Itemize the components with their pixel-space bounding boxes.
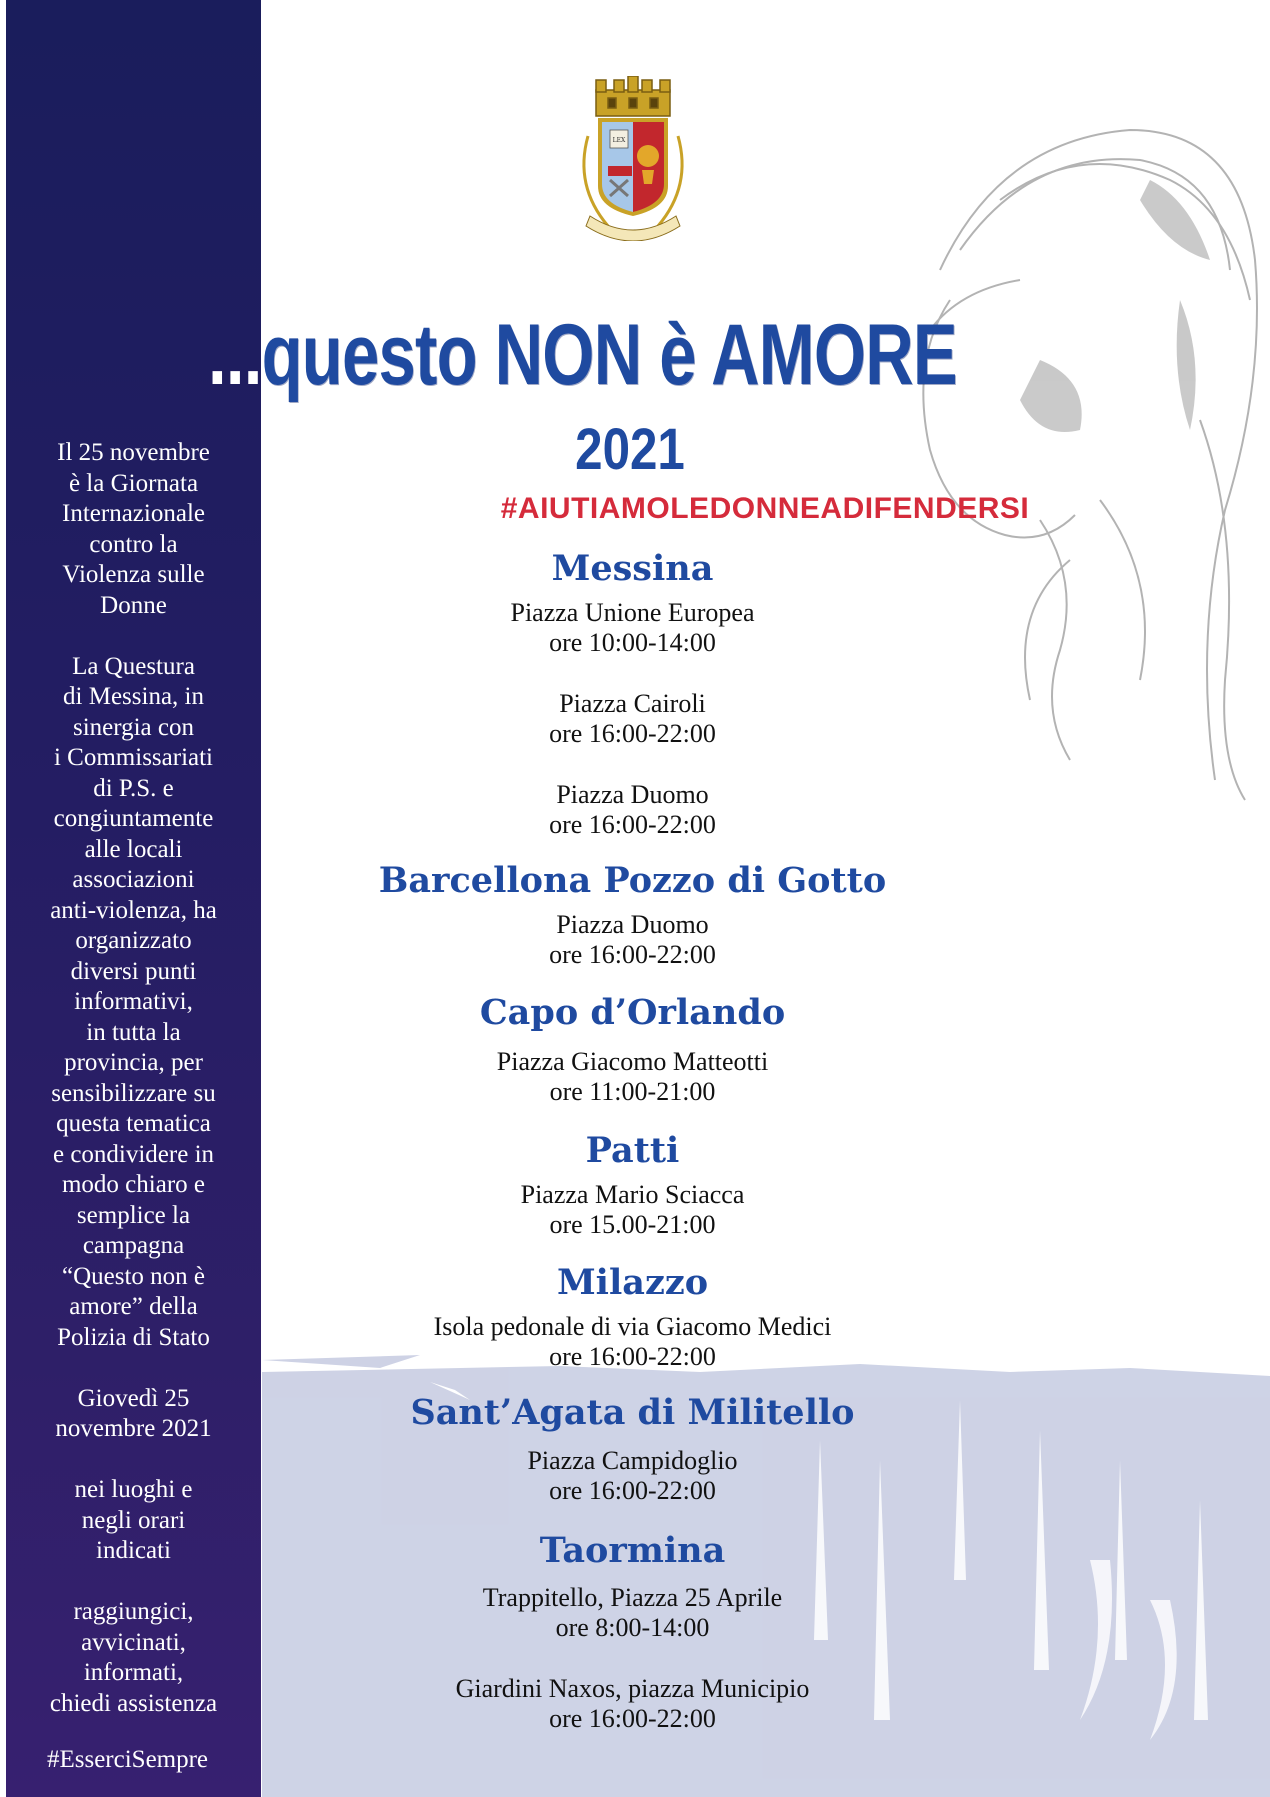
emblem-book-text: LEX: [612, 137, 626, 144]
venue: Piazza Duomo: [556, 780, 709, 809]
police-emblem: [568, 76, 698, 241]
sidebar-hashtag: #EsserciSempre: [46, 1746, 209, 1773]
sidebar-paragraph-date: Giovedì 25 novembre 2021: [55, 1384, 212, 1442]
venue: Piazza Giacomo Matteotti: [496, 1047, 769, 1076]
sidebar-paragraph-campaign: La Questura di Messina, in sinergia con i Commissariati di P.S. e congiuntamente alle locali associazioni anti-violenza, ha organizzato diversi punti informativi, in tutta la provincia, per sensibilizzare su questa tematica e condividere in modo chiaro e semplice la campagna “Questo non è amore” della Polizia di Stato: [50, 652, 217, 1351]
venue: Piazza Campidoglio: [527, 1446, 738, 1475]
venue: Piazza Duomo: [556, 910, 709, 939]
title-dots: ...: [208, 307, 262, 403]
hours: ore 16:00-22:00: [549, 1704, 716, 1733]
campaign-year: 2021: [575, 417, 685, 482]
venue: Isola pedonale di via Giacomo Medici: [433, 1312, 832, 1341]
venue: Piazza Mario Sciacca: [520, 1180, 745, 1209]
hours: ore 15.00-21:00: [549, 1210, 716, 1239]
hours: ore 8:00-14:00: [555, 1613, 710, 1642]
sidebar-paragraph-call-to-action: raggiungici, avvicinati, informati, chiedi assistenza: [49, 1598, 218, 1717]
hours: ore 10:00-14:00: [549, 628, 716, 657]
city-heading-messina: Messina: [551, 548, 714, 589]
sidebar-paragraph-intro: Il 25 novembre è la Giornata Internazionale contro la Violenza sulle Donne: [57, 439, 210, 619]
city-heading-santagata-di-militello: Sant’Agata di Militello: [410, 1392, 855, 1433]
title-text: questo NON è AMORE: [261, 307, 957, 403]
hours: ore 16:00-22:00: [549, 1342, 716, 1371]
campaign-title: [208, 307, 957, 403]
hours: ore 16:00-22:00: [549, 810, 716, 839]
sidebar-paragraph-places: nei luoghi e negli orari indicati: [74, 1476, 193, 1564]
city-heading-milazzo: Milazzo: [556, 1262, 709, 1303]
venue: Piazza Cairoli: [559, 689, 706, 718]
sidebar-text: [6, 438, 261, 1750]
campaign-hashtag: #AIUTIAMOLEDONNEADIFENDERSI: [500, 492, 1030, 525]
shield-icon: [598, 118, 668, 216]
woman-sketch: [923, 130, 1257, 800]
hours: ore 11:00-21:00: [549, 1077, 716, 1106]
hours: ore 16:00-22:00: [549, 1476, 716, 1505]
hours: ore 16:00-22:00: [549, 719, 716, 748]
crown-icon: [596, 76, 670, 116]
venue: Trappitello, Piazza 25 Aprile: [482, 1583, 783, 1612]
venue: Giardini Naxos, piazza Municipio: [455, 1674, 810, 1703]
venue: Piazza Unione Europea: [510, 598, 755, 627]
city-heading-barcellona-pozzo-di-gotto: Barcellona Pozzo di Gotto: [378, 860, 887, 901]
city-heading-capo-dorlando: Capo d’Orlando: [479, 992, 786, 1033]
city-heading-taormina: Taormina: [539, 1530, 726, 1571]
sketch-shading: [1020, 180, 1210, 432]
sidebar-panel: [6, 0, 261, 1797]
hours: ore 16:00-22:00: [549, 940, 716, 969]
city-heading-patti: Patti: [585, 1130, 680, 1171]
